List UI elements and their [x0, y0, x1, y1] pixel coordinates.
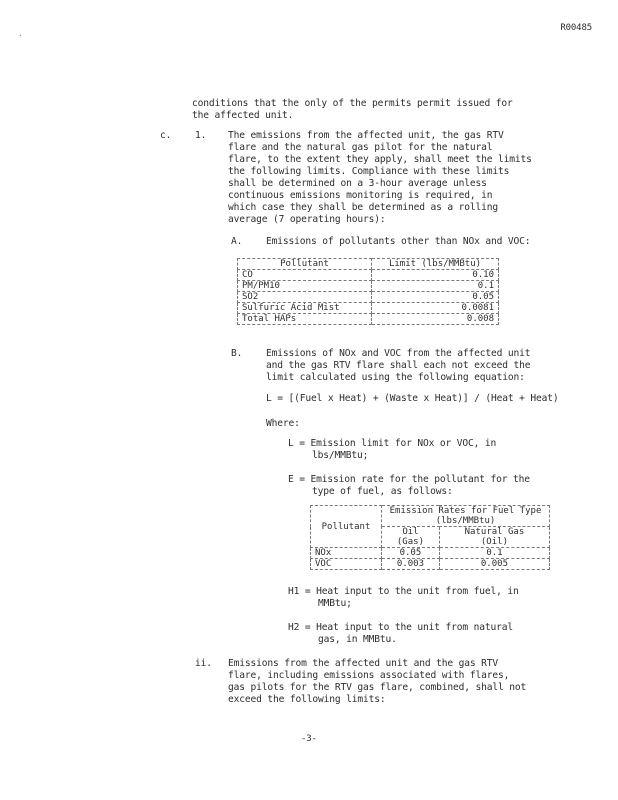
intro-line: the affected unit.	[192, 110, 294, 121]
table-cell: Total HAPs	[238, 314, 372, 325]
table-header-cell	[382, 527, 440, 548]
definition-line: H1 = Heat input to the unit from fuel, in	[288, 586, 519, 597]
definition-line: gas, in MMBtu.	[318, 634, 397, 645]
table-cell: 0.1	[439, 548, 549, 559]
header-line: (Oil)	[480, 537, 508, 547]
paragraph-line: shall be determined on a 3-hour average unless	[228, 178, 487, 189]
table-cell: CO	[238, 270, 372, 281]
definition-line: H2 = Heat input to the unit from natural	[288, 622, 514, 633]
item-b-paragraph	[266, 348, 530, 384]
paragraph-line: flare and the natural gas pilot for the natural	[228, 142, 493, 153]
definition-line: lbs/MMBtu;	[312, 450, 369, 461]
item-ii-number: ii.	[195, 658, 212, 669]
pollutant-limits-table	[237, 258, 499, 325]
table-cell: 0.05	[382, 548, 440, 559]
table-row	[238, 314, 499, 325]
section-number: 1.	[195, 130, 207, 141]
table-group-header	[382, 506, 550, 527]
paragraph-line: and the gas RTV flare shall each not exceed the	[266, 360, 531, 371]
emission-equation: L = [(Fuel x Heat) + (Waste x Heat)] / (Heat + Heat)	[266, 393, 559, 404]
table-cell: 0.1	[372, 281, 499, 292]
table-cell: 0.0081	[372, 303, 499, 314]
paragraph-line: flare, to the extent they apply, shall meet the limits	[228, 154, 532, 165]
definition-h2	[288, 622, 513, 646]
table-header-cell: Pollutant	[238, 259, 372, 270]
paragraph-line: flare, including emissions associated with flares,	[228, 670, 510, 681]
table-cell: VOC	[311, 559, 382, 570]
item-a-letter: A.	[231, 236, 243, 247]
paragraph-line: The emissions from the affected unit, the gas RTV	[228, 130, 504, 141]
intro-paragraph	[192, 98, 513, 122]
table-header-cell: Limit (lbs/MMBtu)	[372, 259, 499, 270]
table-cell: 0.008	[372, 314, 499, 325]
definition-e	[288, 474, 530, 498]
table-cell: Sulfuric Acid Mist	[238, 303, 372, 314]
paragraph-line: Emissions of NOx and VOC from the affected unit	[266, 348, 531, 359]
corner-mark: .	[18, 29, 23, 38]
definition-l	[288, 438, 496, 462]
table-header-cell	[439, 527, 549, 548]
section-c-paragraph	[228, 130, 532, 226]
paragraph-line: gas pilots for the RTV gas flare, combined, shall not	[228, 682, 527, 693]
table-row	[311, 548, 550, 559]
header-line: (Gas)	[396, 537, 424, 547]
table-cell: 0.003	[382, 559, 440, 570]
intro-line: conditions that the only of the permits permit issued for	[192, 98, 513, 109]
table-cell: 0.10	[372, 270, 499, 281]
definition-h1	[288, 586, 519, 610]
table-header-cell: Pollutant	[311, 506, 382, 548]
definition-line: E = Emission rate for the pollutant for the	[288, 474, 530, 485]
item-a-text: Emissions of pollutants other than NOx and VOC:	[266, 236, 531, 247]
emission-rates-table	[310, 505, 550, 570]
table-cell: PM/PM10	[238, 281, 372, 292]
definition-line: MMBtu;	[318, 598, 352, 609]
section-letter: c.	[160, 130, 172, 141]
table-cell: NOx	[311, 548, 382, 559]
where-label: Where:	[266, 418, 300, 429]
paragraph-line: continuous emissions monitoring is required, in	[228, 190, 493, 201]
paragraph-line: average (7 operating hours):	[228, 214, 386, 225]
table-cell: 0.005	[439, 559, 549, 570]
paragraph-line: exceed the following limits:	[228, 694, 386, 705]
paragraph-line: Emissions from the affected unit and the gas RTV	[228, 658, 499, 669]
group-header-line: (lbs/MMBtu)	[435, 516, 496, 526]
page-number: -3-	[301, 734, 317, 744]
table-cell: SO2	[238, 292, 372, 303]
table-row	[238, 270, 499, 281]
item-ii-paragraph	[228, 658, 526, 706]
paragraph-line: which case they shall be determined as a rolling	[228, 202, 499, 213]
group-header-line: Emission Rates for Fuel Type	[389, 506, 542, 516]
table-row	[238, 281, 499, 292]
table-row	[311, 559, 550, 570]
paragraph-line: limit calculated using the following equation:	[266, 372, 525, 383]
item-b-letter: B.	[231, 348, 243, 359]
table-header-row	[238, 259, 499, 270]
table-row	[238, 292, 499, 303]
header-line: Natural Gas	[464, 527, 525, 537]
definition-line: type of fuel, as follows:	[312, 486, 453, 497]
table-header-row	[311, 506, 550, 527]
table-cell: 0.05	[372, 292, 499, 303]
document-id: R00485	[560, 23, 592, 33]
table-row	[238, 303, 499, 314]
paragraph-line: the following limits. Compliance with these limits	[228, 166, 510, 177]
header-line: Oil	[402, 527, 419, 537]
definition-line: L = Emission limit for NOx or VOC, in	[288, 438, 497, 449]
